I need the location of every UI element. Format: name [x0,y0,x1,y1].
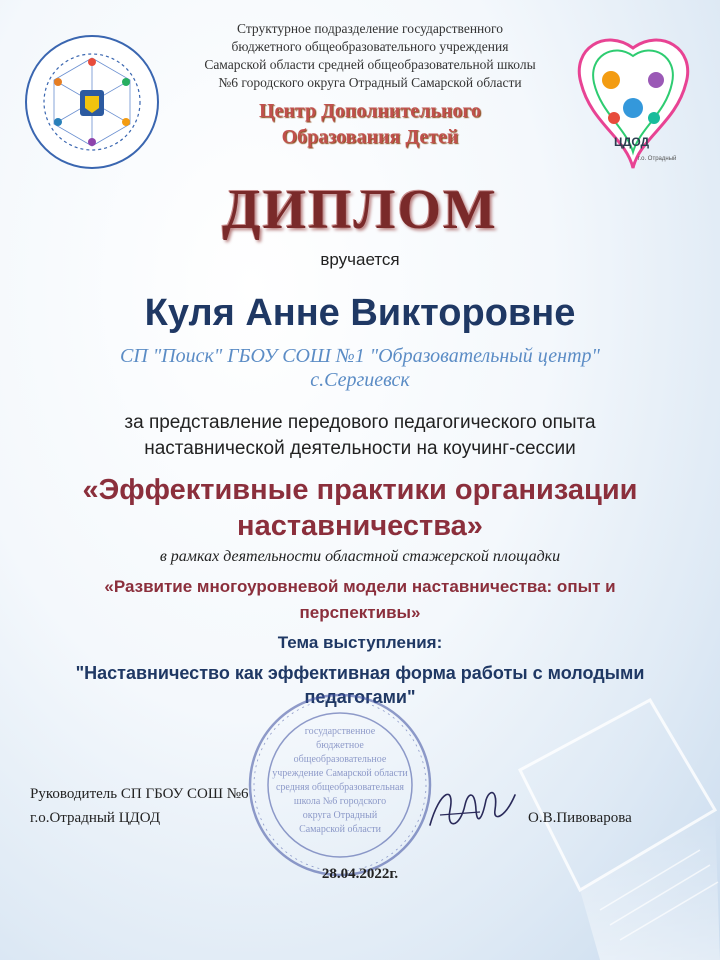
header-line: бюджетного общеобразовательного учреждения [231,39,509,54]
organization-line: с.Сергиевск [310,369,410,391]
cdod-colorful-logo [566,28,700,180]
head-name: О.В.Пивоварова [528,810,632,826]
platform-line: «Развитие многоуровневой модели наставничества: опыт и [104,577,616,596]
platform-title [60,574,660,626]
header-line: №6 городского округа Отрадный Самарской области [218,75,522,90]
handwritten-signature-icon [420,780,520,840]
stamp-line: школа №6 городского [293,796,387,807]
recipient-organization [0,344,720,392]
topic-line: "Наставничество как эффективная форма работы с молодыми [75,663,645,683]
topic-line: педагогами" [304,687,416,707]
award-reason [60,410,660,462]
stamp-line: Самарской области [299,824,381,835]
frame-text: в рамках деятельности областной стажерской площадки [159,548,561,565]
topic-label: Тема выступления: [277,633,443,652]
regional-model-center-logo [22,32,162,172]
center-title-line: Образования Детей [281,126,459,148]
head-position-line: г.о.Отрадный ЦДОД [30,810,161,826]
event-line: «Эффективные практики организации [82,474,638,506]
stamp-line: государственное [304,726,376,737]
stamp-line: учреждение Самарской области [272,768,408,779]
stamp-line: бюджетное [316,740,364,751]
official-seal-stamp-icon [245,690,435,880]
awarded-text: вручается [320,250,400,269]
cdod-sublabel: г.о. Отрадный [638,156,677,162]
event-title [50,472,670,544]
recipient-name: Куля Анне Викторовне [144,292,576,334]
event-line: наставничества» [237,510,483,542]
center-title [170,98,570,150]
cdod-label: ЦДОД [614,135,650,149]
reason-line: наставнической деятельности на коучинг-сессии [144,438,576,459]
header-line: Самарской области средней общеобразовательной школы [204,57,536,72]
issue-date: 28.04.2022г. [321,866,399,882]
stamp-line: общеобразовательное [293,754,387,765]
platform-line: перспективы» [299,603,421,622]
head-position-line: Руководитель СП ГБОУ СОШ №6 [30,786,249,802]
diploma-title: ДИПЛОМ [222,179,498,241]
center-title-line: Центр Дополнительного [258,100,482,122]
institution-header [165,20,575,92]
stamp-line: средняя общеобразовательная [275,782,405,793]
header-line: Структурное подразделение государственного [237,21,503,36]
reason-line: за представление передового педагогического опыта [124,412,596,433]
organization-line: СП "Поиск" ГБОУ СОШ №1 "Образовательный центр" [120,345,600,367]
stamp-line: округа Отрадный [302,810,378,821]
